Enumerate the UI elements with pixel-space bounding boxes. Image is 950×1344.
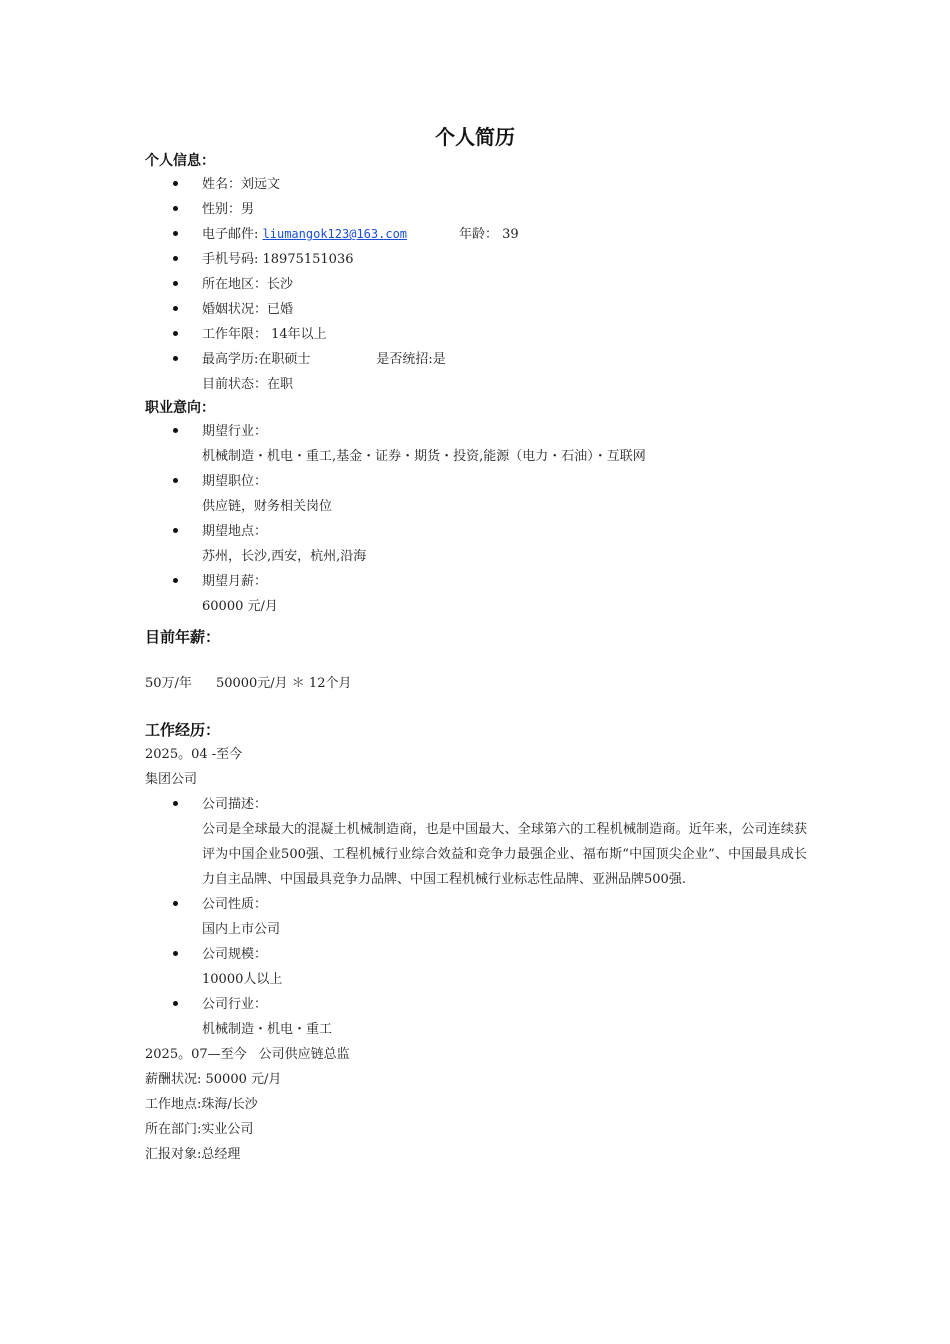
years-item: 工作年限： 14年以上 [202,322,807,347]
location-item: 所在地区：长沙 [202,272,807,297]
period-2-line [145,1042,807,1067]
company-nature-label: 公司性质： [202,892,807,917]
salary-detail: 50000元/月 ＊ 12个月 [215,676,352,691]
phone-item: 手机号码: 18975151036 [202,247,807,272]
age-value: 年龄： 39 [459,227,519,242]
page-title: 个人简历 [435,125,515,149]
email-item [202,222,807,247]
company-scale: 10000人以上 [202,972,283,987]
personal-info-list [145,172,807,397]
company-desc: 公司是全球最大的混凝土机械制造商，也是中国最大、全球第六的工程机械制造商。近年来，公司连续获评为中国企业500强、工程机械行业综合效益和竞争力最强企业、福布斯“中国顶尖企业”、中国最具成长力自主品牌、中国最具竞争力品牌、中国工程机械行业标志性品牌、亚洲品牌500强. [202,822,807,887]
email-link[interactable]: liumangok123@163.com [262,227,408,241]
section-heading-experience: 工作经历： [145,721,221,739]
gender-item: 性别：男 [202,197,807,222]
department: 所在部门:实业公司 [145,1122,254,1137]
education-value: 最高学历:在职硕士 [202,352,311,367]
place-value: 苏州，长沙,西安，杭州,沿海 [202,549,367,564]
position-value: 供应链，财务相关岗位 [202,499,333,514]
current-salary-line [145,671,807,696]
email-label: 电子邮件: [202,227,259,242]
company-desc-label: 公司描述： [202,792,807,817]
resume-content [145,150,807,1167]
place-label: 期望地点： [202,519,807,544]
unified-value: 是否统招:是 [376,352,446,367]
status-item: 目前状态：在职 [202,377,294,392]
section-heading-salary: 目前年薪： [145,628,221,646]
company-nature: 国内上市公司 [202,922,281,937]
salary-value: 60000 元/月 [202,599,278,614]
company-name: 集团公司 [145,772,198,787]
period-1: 2025。04 -至今 [145,747,243,762]
industry-label: 期望行业： [202,419,807,444]
position-label: 期望职位： [202,469,807,494]
marital-item: 婚姻状况：已婚 [202,297,807,322]
section-heading-personal: 个人信息： [145,153,215,169]
annual-salary: 50万/年 [145,676,192,691]
salary-label: 期望月薪： [202,569,807,594]
name-item: 姓名：刘远文 [202,172,807,197]
report-to: 汇报对象:总经理 [145,1147,241,1162]
company-scale-label: 公司规模： [202,942,807,967]
company-info-list [145,792,807,1042]
period-2: 2025。07—至今 [145,1047,247,1062]
industry-value: 机械制造・机电・重工,基金・证券・期货・投资,能源（电力・石油）・互联网 [202,449,646,464]
education-item [202,347,807,372]
intent-list [145,419,807,619]
job-position: 公司供应链总监 [258,1047,350,1062]
section-heading-intent: 职业意向： [145,400,215,416]
company-industry: 机械制造・机电・重工 [202,1022,333,1037]
pay-status: 薪酬状况: 50000 元/月 [145,1072,282,1087]
work-place: 工作地点:珠海/长沙 [145,1097,258,1112]
company-industry-label: 公司行业： [202,992,807,1017]
